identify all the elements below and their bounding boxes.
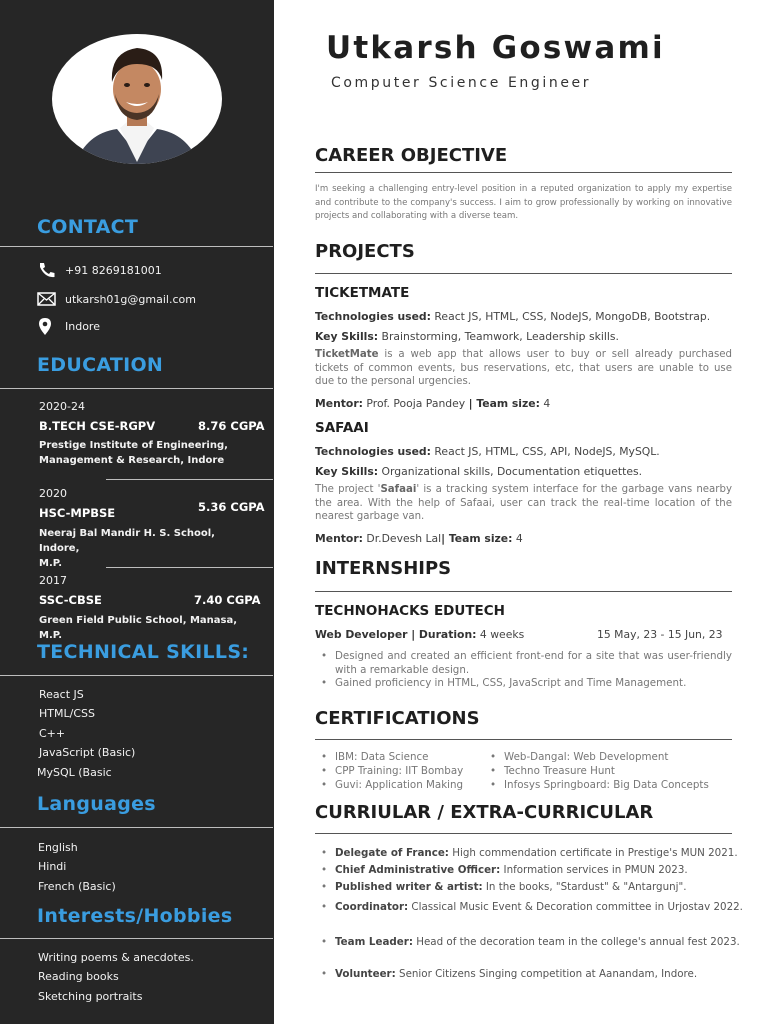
skill-item: React JS xyxy=(39,688,84,701)
project-description xyxy=(315,348,732,389)
value: Senior Citizens Singing competition at Aanandam, Indore. xyxy=(395,968,698,980)
career-objective-heading: CAREER OBJECTIVE xyxy=(315,145,508,166)
certifications-heading: CERTIFICATIONS xyxy=(315,708,480,729)
internship-bullet xyxy=(321,677,732,691)
bullet-text: • CPP Training: IIT Bombay xyxy=(335,765,464,777)
edu-year: 2020 xyxy=(39,487,67,500)
interests-heading: Interests/Hobbies xyxy=(37,905,233,927)
value: Prof. Pooja Pandey xyxy=(362,397,469,410)
project-name-inline: TicketMate xyxy=(315,349,379,360)
extracurricular-item xyxy=(321,847,748,861)
project-key-skills xyxy=(315,465,732,478)
bullet-text: • Guvi: Application Making xyxy=(335,779,464,791)
label: Published writer & artist: xyxy=(335,881,483,893)
certification-item xyxy=(321,779,501,793)
certification-item xyxy=(490,779,730,793)
phone-icon xyxy=(37,262,57,278)
value: In the books, "Stardust" & "Antargunj". xyxy=(482,881,687,893)
edu-score: 5.36 CGPA xyxy=(198,500,265,514)
value: Classical Music Event & Decoration committee in Urjostav 2022. xyxy=(408,901,743,913)
label: Volunteer: xyxy=(335,968,396,980)
project-mentor xyxy=(315,532,732,545)
edu-year: 2017 xyxy=(39,574,67,587)
value: ' is a tracking system interface for the garbage vans nearby the area. With the help of Safaai, user can track the real-time location of the nearest garbage van. xyxy=(315,484,732,523)
label: Team Leader: xyxy=(335,936,413,948)
technical-skills-heading: TECHNICAL SKILLS: xyxy=(37,641,250,663)
language-item: Hindi xyxy=(38,860,67,873)
bullet-text: • IBM: Data Science xyxy=(335,751,429,763)
project-mentor xyxy=(315,397,732,410)
edu-school xyxy=(39,438,254,468)
label: | Team size: xyxy=(468,397,540,410)
interest-item: Writing poems & anecdotes. xyxy=(38,951,194,964)
project-technologies xyxy=(315,310,732,323)
project-description xyxy=(315,483,732,524)
bullet-text: • Gained proficiency in HTML, CSS, JavaScript and Time Management. xyxy=(335,677,687,689)
contact-heading: CONTACT xyxy=(37,216,139,238)
edu-degree: SSC-CBSE xyxy=(39,593,102,607)
edu-school xyxy=(39,613,254,643)
project-title: TICKETMATE xyxy=(315,285,410,301)
edu-school-line: Prestige Institute of Engineering, xyxy=(39,440,228,451)
contact-phone[interactable]: +91 8269181001 xyxy=(65,264,162,277)
project-key-skills xyxy=(315,330,732,343)
interests-divider xyxy=(0,938,273,939)
value: 4 xyxy=(539,397,551,410)
internship-bullet xyxy=(321,650,732,677)
value: Organizational skills, Documentation etiquettes. xyxy=(378,465,643,478)
location-pin-icon xyxy=(37,318,57,334)
skill-item: HTML/CSS xyxy=(39,707,95,720)
skill-item: MySQL (Basic xyxy=(37,766,112,779)
edu-degree: HSC-MPBSE xyxy=(39,506,116,520)
contact-divider xyxy=(0,246,273,247)
edu-score: 8.76 CGPA xyxy=(198,419,265,433)
value: is a web app that allows user to buy or sell already purchased tickets of common events, bus reservations, etc, that users are unable to use due to the personal urgencies. xyxy=(315,349,732,388)
candidate-name: Utkarsh Goswami xyxy=(326,30,665,66)
certification-item xyxy=(490,751,730,765)
career-divider xyxy=(315,172,732,173)
edu-school xyxy=(39,526,254,571)
value: Head of the decoration team in the college's annual fest 2023. xyxy=(412,936,740,948)
label: Key Skills: xyxy=(315,465,379,478)
label: Web Developer | Duration: xyxy=(315,628,477,641)
extracurricular-item xyxy=(321,968,748,982)
extracurricular-item xyxy=(321,864,748,878)
certification-item xyxy=(321,751,501,765)
bullet-text: • Techno Treasure Hunt xyxy=(504,765,615,777)
interest-item: Reading books xyxy=(38,970,119,983)
edu-year: 2020-24 xyxy=(39,400,85,413)
project-technologies xyxy=(315,445,732,458)
internships-divider xyxy=(315,591,732,592)
interest-item: Sketching portraits xyxy=(38,990,143,1003)
skill-item: JavaScript (Basic) xyxy=(39,746,136,759)
edu-school-line: Green Field Public School, Manasa, M.P. xyxy=(39,615,238,641)
certifications-divider xyxy=(315,739,732,740)
edu-school-line: Management & Research, Indore xyxy=(39,455,225,466)
skill-item: C++ xyxy=(39,727,66,740)
value: High commendation certificate in Prestige's MUN 2021. xyxy=(448,847,738,859)
sidebar xyxy=(0,0,274,1024)
extracurricular-item xyxy=(321,899,748,916)
label: Mentor: xyxy=(315,532,363,545)
internship-company: TECHNOHACKS EDUTECH xyxy=(315,603,505,619)
bullet-text: • Web-Dangal: Web Development xyxy=(504,751,669,763)
languages-heading: Languages xyxy=(37,793,156,815)
language-item: English xyxy=(38,841,78,854)
internship-dates: 15 May, 23 - 15 Jun, 23 xyxy=(597,628,723,641)
projects-heading: PROJECTS xyxy=(315,241,415,262)
edu-school-line: Neeraj Bal Mandir H. S. School, Indore, xyxy=(39,528,215,554)
certification-item xyxy=(321,765,501,779)
contact-email[interactable]: utkarsh01g@gmail.com xyxy=(65,293,196,306)
bullet-text: • Designed and created an efficient front-end for a site that was user-friendly with a remarkable design. xyxy=(335,650,732,676)
edu-divider xyxy=(106,567,273,568)
education-divider xyxy=(0,388,273,389)
profile-photo xyxy=(52,34,222,164)
extracurricular-item xyxy=(321,881,748,895)
extracurricular-item xyxy=(321,934,748,951)
certification-item xyxy=(490,765,730,779)
label: Mentor: xyxy=(315,397,363,410)
label: Key Skills: xyxy=(315,330,379,343)
edu-score: 7.40 CGPA xyxy=(194,593,261,607)
internships-heading: INTERNSHIPS xyxy=(315,558,452,579)
label: Technologies used: xyxy=(315,310,431,323)
project-title: SAFAAI xyxy=(315,420,369,436)
extracurricular-heading: CURRIULAR / EXTRA-CURRICULAR xyxy=(315,802,654,823)
candidate-title: Computer Science Engineer xyxy=(331,75,592,91)
language-item: French (Basic) xyxy=(38,880,116,893)
career-objective-text: I'm seeking a challenging entry-level position in a reputed organization to apply my expertise and contribute to the company's success. I aim to grow professionally by working on innovative projects and collaborating with a diverse team. xyxy=(315,184,732,221)
edu-degree: B.TECH CSE-RGPV xyxy=(39,419,156,433)
projects-divider xyxy=(315,273,732,274)
languages-divider xyxy=(0,827,273,828)
education-heading: EDUCATION xyxy=(37,354,164,376)
label: Coordinator: xyxy=(335,901,409,913)
contact-location: Indore xyxy=(65,320,100,333)
value: The project ' xyxy=(315,484,381,495)
label: Technologies used: xyxy=(315,445,431,458)
value: 4 weeks xyxy=(476,628,525,641)
value: Brainstorming, Teamwork, Leadership skills. xyxy=(378,330,619,343)
label: | Team size: xyxy=(441,532,513,545)
value: Information services in PMUN 2023. xyxy=(500,864,688,876)
value: React JS, HTML, CSS, API, NodeJS, MySQL. xyxy=(430,445,660,458)
skills-divider xyxy=(0,675,273,676)
value: React JS, HTML, CSS, NodeJS, MongoDB, Bootstrap. xyxy=(430,310,711,323)
label: Chief Administrative Officer: xyxy=(335,864,501,876)
value: Dr.Devesh Lal xyxy=(362,532,442,545)
extracurricular-divider xyxy=(315,833,732,834)
edu-school-line: M.P. xyxy=(39,558,63,569)
project-name-inline: Safaai xyxy=(380,484,417,495)
value: 4 xyxy=(512,532,523,545)
edu-divider xyxy=(106,479,273,480)
bullet-text: • Infosys Springboard: Big Data Concepts xyxy=(504,779,709,791)
label: Delegate of France: xyxy=(335,847,449,859)
email-icon xyxy=(37,291,57,307)
